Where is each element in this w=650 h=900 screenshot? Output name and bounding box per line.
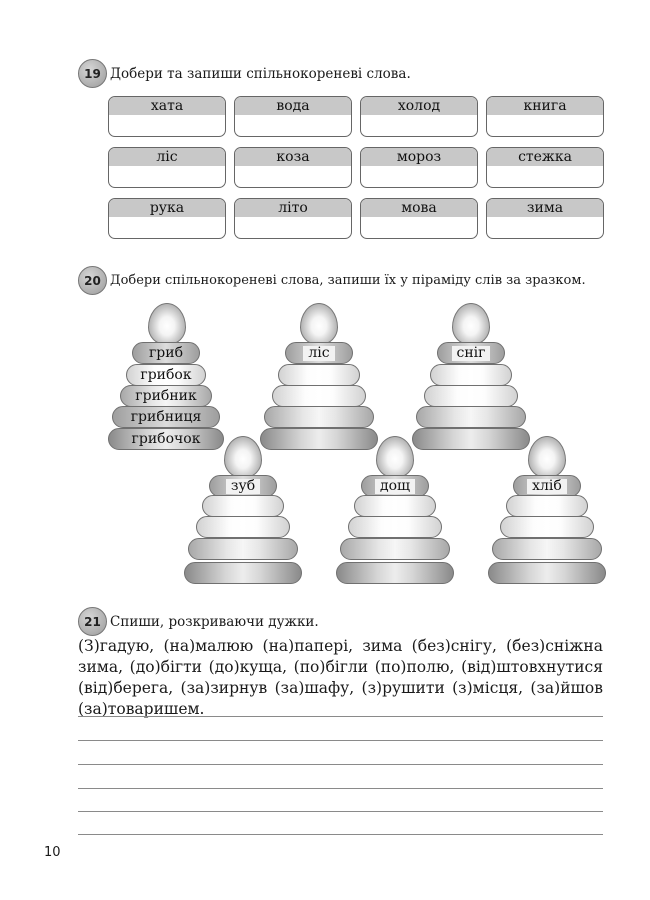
pyramid-ring bbox=[209, 475, 277, 497]
word-label: мороз bbox=[361, 148, 477, 166]
pyramid-ring[interactable] bbox=[340, 538, 450, 560]
writing-line[interactable] bbox=[78, 834, 603, 835]
pyramid-cap bbox=[148, 303, 186, 345]
task-instruction: Спиши, розкриваючи дужки. bbox=[110, 613, 319, 630]
word-label: рука bbox=[109, 199, 225, 217]
word-box[interactable] bbox=[234, 198, 352, 239]
word-label: коза bbox=[235, 148, 351, 166]
pyramid-cap bbox=[528, 436, 566, 478]
task-number-badge: 19 bbox=[78, 59, 107, 88]
task-21-header bbox=[78, 607, 319, 636]
ring-word: грибниця bbox=[130, 409, 202, 425]
word-box[interactable] bbox=[234, 147, 352, 188]
word-label: літо bbox=[235, 199, 351, 217]
pyramid-ring[interactable] bbox=[416, 406, 526, 428]
pyramid-ring[interactable] bbox=[260, 428, 378, 450]
pyramid-ring[interactable] bbox=[500, 516, 594, 538]
pyramid-ring[interactable] bbox=[412, 428, 530, 450]
writing-line[interactable] bbox=[78, 740, 603, 741]
pyramid-ring[interactable] bbox=[196, 516, 290, 538]
ring-word: сніг bbox=[452, 346, 491, 361]
pyramid-cap bbox=[224, 436, 262, 478]
pyramid-ring[interactable] bbox=[336, 562, 454, 584]
word-label: хата bbox=[109, 97, 225, 115]
pyramid-ring[interactable] bbox=[278, 364, 360, 386]
word-box[interactable] bbox=[360, 147, 478, 188]
pyramid-ring[interactable] bbox=[272, 385, 366, 407]
ring-word: зуб bbox=[226, 479, 260, 494]
pyramid-ring bbox=[437, 342, 505, 364]
writing-line[interactable] bbox=[78, 764, 603, 765]
word-label: зима bbox=[487, 199, 603, 217]
word-box[interactable] bbox=[486, 147, 604, 188]
task-number-badge: 20 bbox=[78, 266, 107, 295]
task-instruction: Добери та запиши спільнокореневі слова. bbox=[110, 65, 411, 82]
word-label: мова bbox=[361, 199, 477, 217]
pyramid-ring bbox=[132, 342, 200, 364]
pyramid-ring bbox=[120, 385, 212, 407]
pyramid-ring[interactable] bbox=[354, 495, 436, 517]
task-number-badge: 21 bbox=[78, 607, 107, 636]
exercise-text: (З)гадую, (на)малюю (на)папері, зима (без)снігу, (без)сніжна зима, (до)бігти (до)куща, (по)бігли (по)полю, (від)штовхнутися (від)берега, (за)зирнув (за)шафу, (з)рушити (з)місця, (за)йшов (за)товаришем. bbox=[78, 637, 603, 718]
word-grid bbox=[108, 96, 604, 239]
task-20-header bbox=[78, 266, 586, 295]
pyramid-cap bbox=[452, 303, 490, 345]
word-box[interactable] bbox=[108, 198, 226, 239]
ring-word: грибок bbox=[140, 367, 192, 383]
word-box[interactable] bbox=[108, 147, 226, 188]
pyramid-ring[interactable] bbox=[506, 495, 588, 517]
pyramid-ring[interactable] bbox=[424, 385, 518, 407]
ring-word: дощ bbox=[375, 479, 415, 494]
word-label: ліс bbox=[109, 148, 225, 166]
pyramid-ring bbox=[513, 475, 581, 497]
ring-word: ліс bbox=[303, 346, 334, 361]
pyramid-ring[interactable] bbox=[348, 516, 442, 538]
pyramid-ring bbox=[285, 342, 353, 364]
pyramid-ring[interactable] bbox=[430, 364, 512, 386]
word-label: книга bbox=[487, 97, 603, 115]
pyramid-ring[interactable] bbox=[492, 538, 602, 560]
ring-word: грибник bbox=[135, 388, 197, 404]
ring-word: хліб bbox=[527, 479, 567, 494]
word-label: стежка bbox=[487, 148, 603, 166]
writing-line[interactable] bbox=[78, 811, 603, 812]
pyramid-cap bbox=[300, 303, 338, 345]
word-box[interactable] bbox=[234, 96, 352, 137]
ring-word: грибочок bbox=[131, 431, 201, 447]
writing-line[interactable] bbox=[78, 788, 603, 789]
pyramid-ring bbox=[108, 428, 224, 450]
pyramid-ring[interactable] bbox=[202, 495, 284, 517]
word-box[interactable] bbox=[108, 96, 226, 137]
word-label: холод bbox=[361, 97, 477, 115]
word-box[interactable] bbox=[360, 198, 478, 239]
pyramid-cap bbox=[376, 436, 414, 478]
word-label: вода bbox=[235, 97, 351, 115]
ring-word: гриб bbox=[148, 345, 184, 361]
pyramid-ring bbox=[112, 406, 220, 428]
page-number: 10 bbox=[44, 845, 61, 860]
pyramid-ring[interactable] bbox=[488, 562, 606, 584]
writing-line[interactable] bbox=[78, 716, 603, 717]
pyramid-ring[interactable] bbox=[264, 406, 374, 428]
word-box[interactable] bbox=[360, 96, 478, 137]
task-instruction: Добери спільнокореневі слова, запиши їх у піраміду слів за зразком. bbox=[110, 273, 586, 288]
pyramid-ring[interactable] bbox=[184, 562, 302, 584]
pyramid-ring bbox=[126, 364, 206, 386]
task-19-header bbox=[78, 59, 411, 88]
pyramid-ring bbox=[361, 475, 429, 497]
word-box[interactable] bbox=[486, 198, 604, 239]
word-box[interactable] bbox=[486, 96, 604, 137]
pyramid-ring[interactable] bbox=[188, 538, 298, 560]
